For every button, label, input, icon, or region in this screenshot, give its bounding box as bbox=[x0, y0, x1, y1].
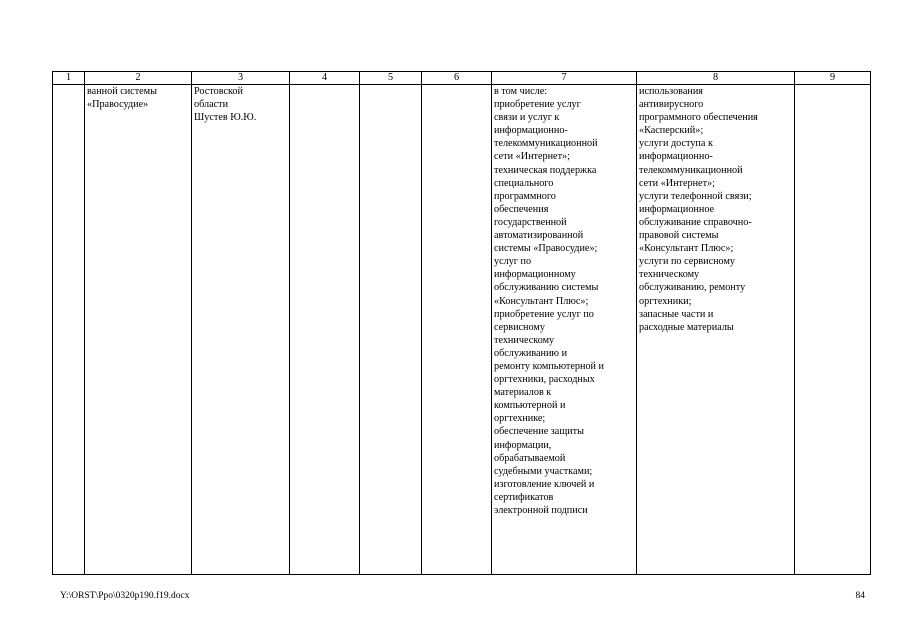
footer-file-path: Y:\ORST\Ppo\0320p190.f19.docx bbox=[60, 591, 190, 601]
cell-text-line: услуги по сервисному bbox=[639, 256, 736, 268]
cell-text-line: ванной системы bbox=[87, 86, 157, 97]
column-header-4: 4 bbox=[290, 72, 360, 85]
cell-text-line: в том числе: bbox=[494, 86, 548, 97]
cell-text-line: расходные материалы bbox=[639, 321, 734, 333]
cell-col-1 bbox=[53, 85, 85, 575]
cell-text-line: обслуживание справочно- bbox=[639, 216, 752, 228]
table-row bbox=[53, 85, 871, 575]
cell-text-line: специального bbox=[494, 177, 554, 189]
cell-text-line: электронной подписи bbox=[494, 505, 588, 516]
cell-text-line: приобретение услуг bbox=[494, 99, 581, 111]
table-header-row bbox=[53, 72, 871, 85]
column-header-8: 8 bbox=[637, 72, 795, 85]
cell-text-line: оргтехники, расходных bbox=[494, 374, 595, 386]
cell-text-line: информационному bbox=[494, 269, 576, 281]
cell-text-line: Ростовской bbox=[194, 86, 243, 97]
column-header-6: 6 bbox=[422, 72, 492, 85]
cell-text-line: Шустев Ю.Ю. bbox=[194, 112, 257, 124]
cell-text-line: государственной bbox=[494, 216, 567, 228]
cell-text-line: использования bbox=[639, 86, 703, 97]
cell-text-line: «Касперский»; bbox=[639, 125, 704, 137]
cell-text-line: оргтехники; bbox=[639, 295, 692, 307]
cell-responsible bbox=[192, 85, 290, 575]
cell-col-4 bbox=[290, 85, 360, 575]
cell-text-line: запасные части и bbox=[639, 308, 714, 320]
column-header-5: 5 bbox=[360, 72, 422, 85]
cell-text-line: обеспечение защиты bbox=[494, 426, 584, 438]
cell-text-line: компьютерной и bbox=[494, 400, 566, 412]
cell-text-line: информации, bbox=[494, 439, 552, 451]
cell-text-line: правовой системы bbox=[639, 230, 719, 242]
cell-text-line: автоматизированной bbox=[494, 230, 584, 242]
cell-col-5 bbox=[360, 85, 422, 575]
cell-text-line: материалов к bbox=[494, 387, 552, 399]
cell-text-line: информационно- bbox=[639, 151, 713, 163]
cell-text-line: «Консультант Плюс»; bbox=[494, 295, 589, 307]
cell-col-6 bbox=[422, 85, 492, 575]
cell-text-line: телекоммуникационной bbox=[494, 138, 598, 150]
cell-text-line: «Консультант Плюс»; bbox=[639, 243, 734, 255]
column-header-2: 2 bbox=[85, 72, 192, 85]
cell-text-line: сертификатов bbox=[494, 491, 554, 503]
column-header-9: 9 bbox=[795, 72, 871, 85]
cell-text-line: сервисному bbox=[494, 321, 545, 333]
cell-text-line: услуг по bbox=[494, 256, 532, 268]
cell-system-name bbox=[85, 85, 192, 575]
cell-text-line: услуги доступа к bbox=[639, 138, 713, 150]
cell-text-line: обслуживанию и bbox=[494, 347, 568, 359]
cell-text-line: обеспечения bbox=[494, 203, 549, 215]
cell-text-line: программного bbox=[494, 190, 556, 202]
cell-text-line: судебными участками; bbox=[494, 465, 593, 477]
cell-text-line: информационное bbox=[639, 203, 715, 215]
cell-results bbox=[637, 85, 795, 575]
cell-activities bbox=[492, 85, 637, 575]
cell-text-line: изготовление ключей и bbox=[494, 478, 595, 490]
cell-text-line: антивирусного bbox=[639, 99, 704, 111]
cell-text-line: ремонту компьютерной и bbox=[494, 360, 604, 372]
footer-page-number: 84 bbox=[855, 591, 865, 601]
cell-text-line: приобретение услуг по bbox=[494, 308, 594, 320]
cell-text-line: информационно- bbox=[494, 125, 568, 137]
cell-text-line: области bbox=[194, 99, 229, 111]
cell-text-line: услуги телефонной связи; bbox=[639, 190, 752, 202]
cell-col-9 bbox=[795, 85, 871, 575]
cell-text-line: обслуживанию системы bbox=[494, 282, 599, 294]
data-table bbox=[52, 71, 871, 575]
cell-text-line: связи и услуг к bbox=[494, 112, 560, 124]
column-header-1: 1 bbox=[53, 72, 85, 85]
cell-text-line: обрабатываемой bbox=[494, 452, 566, 464]
cell-text-line: сети «Интернет»; bbox=[639, 177, 715, 189]
cell-text-line: телекоммуникационной bbox=[639, 164, 743, 176]
cell-text-line: обслуживанию, ремонту bbox=[639, 282, 746, 294]
cell-text-line: техническому bbox=[639, 269, 700, 281]
cell-text-line: оргтехнике; bbox=[494, 413, 546, 425]
cell-text-line: техническому bbox=[494, 334, 555, 346]
column-header-7: 7 bbox=[492, 72, 637, 85]
column-header-3: 3 bbox=[192, 72, 290, 85]
cell-text-line: программного обеспечения bbox=[639, 112, 758, 124]
cell-text-line: системы «Правосудие»; bbox=[494, 243, 598, 255]
cell-text-line: сети «Интернет»; bbox=[494, 151, 570, 163]
cell-text-line: «Правосудие» bbox=[87, 99, 149, 111]
cell-text-line: техническая поддержка bbox=[494, 164, 597, 176]
